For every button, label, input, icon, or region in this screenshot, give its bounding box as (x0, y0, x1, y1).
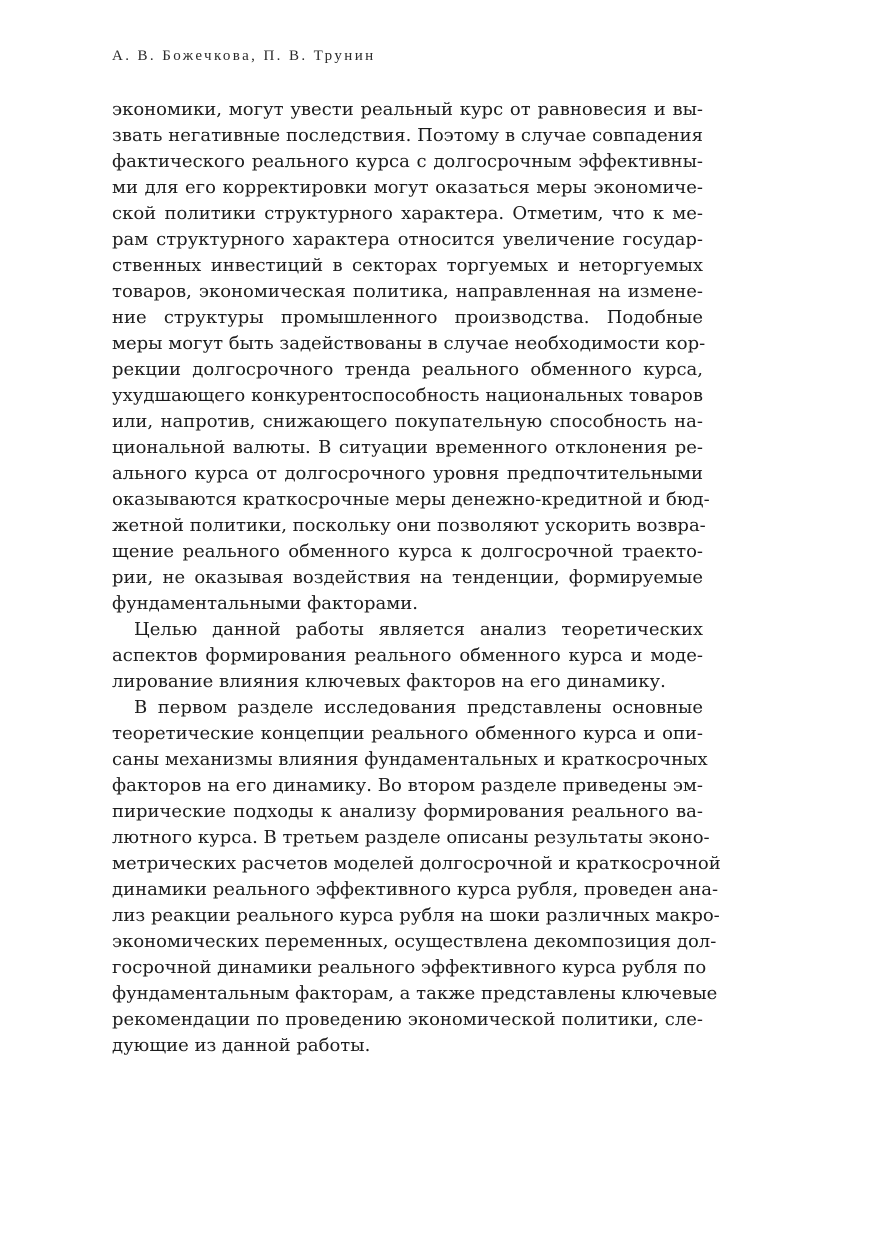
text-line: ние структуры промышленного производства. Подобные (112, 307, 703, 328)
text-line: ственных инвестиций в секторах торгуемых и неторгуемых (112, 255, 703, 276)
text-line: щение реального обменного курса к долгосрочной траекто- (112, 541, 703, 562)
text-line: дующие из данной работы. (112, 1035, 371, 1056)
text-line: рии, не оказывая воздействия на тенденции, формируемые (112, 567, 703, 588)
text-line: лирование влияния ключевых факторов на его динамику. (112, 671, 666, 692)
text-line: фактического реального курса с долгосрочным эффективны- (112, 151, 703, 172)
text-line: ми для его корректировки могут оказаться меры экономиче- (112, 177, 703, 198)
text-line: госрочной динамики реального эффективного курса рубля по (112, 957, 707, 978)
text-line: лютного курса. В третьем разделе описаны результаты эконо- (112, 827, 710, 848)
text-line: или, напротив, снижающего покупательную способность на- (112, 411, 703, 432)
text-line: экономики, могут увести реальный курс от равновесия и вы- (112, 99, 703, 120)
paragraph (112, 695, 721, 1059)
text-line: теоретические концепции реального обменного курса и опи- (112, 723, 703, 744)
text-line: меры могут быть задействованы в случае необходимости кор- (112, 333, 706, 354)
text-line: фундаментальными факторами. (112, 593, 418, 614)
text-line: саны механизмы влияния фундаментальных и краткосрочных (112, 749, 708, 770)
text-line: фундаментальным факторам, а также представлены ключевые (112, 983, 718, 1004)
text-line: факторов на его динамику. Во втором разделе приведены эм- (112, 775, 703, 796)
paragraph (112, 617, 703, 695)
text-line: звать негативные последствия. Поэтому в случае совпадения (112, 125, 703, 146)
text-line: оказываются краткосрочные меры денежно-кредитной и бюд- (112, 489, 710, 510)
text-line: динамики реального эффективного курса рубля, проведен ана- (112, 879, 719, 900)
text-line: Целью данной работы является анализ теоретических (134, 619, 703, 640)
text-line: товаров, экономическая политика, направленная на измене- (112, 281, 703, 302)
body-text (112, 97, 721, 1059)
text-line: экономических переменных, осуществлена декомпозиция дол- (112, 931, 717, 952)
text-line: В первом разделе исследования представлены основные (134, 697, 703, 718)
paragraph (112, 97, 710, 617)
text-line: циональной валюты. В ситуации временного отклонения ре- (112, 437, 703, 458)
text-line: пирические подходы к анализу формирования реального ва- (112, 801, 703, 822)
text-line: рекомендации по проведению экономической политики, сле- (112, 1009, 703, 1030)
text-line: жетной политики, поскольку они позволяют ускорить возвра- (112, 515, 706, 536)
text-line: ального курса от долгосрочного уровня предпочтительными (112, 463, 703, 484)
text-line: рекции долгосрочного тренда реального обменного курса, (112, 359, 703, 380)
text-line: лиз реакции реального курса рубля на шоки различных макро- (112, 905, 720, 926)
text-line: аспектов формирования реального обменного курса и моде- (112, 645, 703, 666)
text-line: ухудшающего конкурентоспособность национальных товаров (112, 385, 703, 406)
text-line: ской политики структурного характера. Отметим, что к ме- (112, 203, 703, 224)
running-header-authors: А. В. Божечкова, П. В. Трунин (112, 48, 376, 64)
text-line: рам структурного характера относится увеличение государ- (112, 229, 703, 250)
text-line: метрических расчетов моделей долгосрочной и краткосрочной (112, 853, 721, 874)
